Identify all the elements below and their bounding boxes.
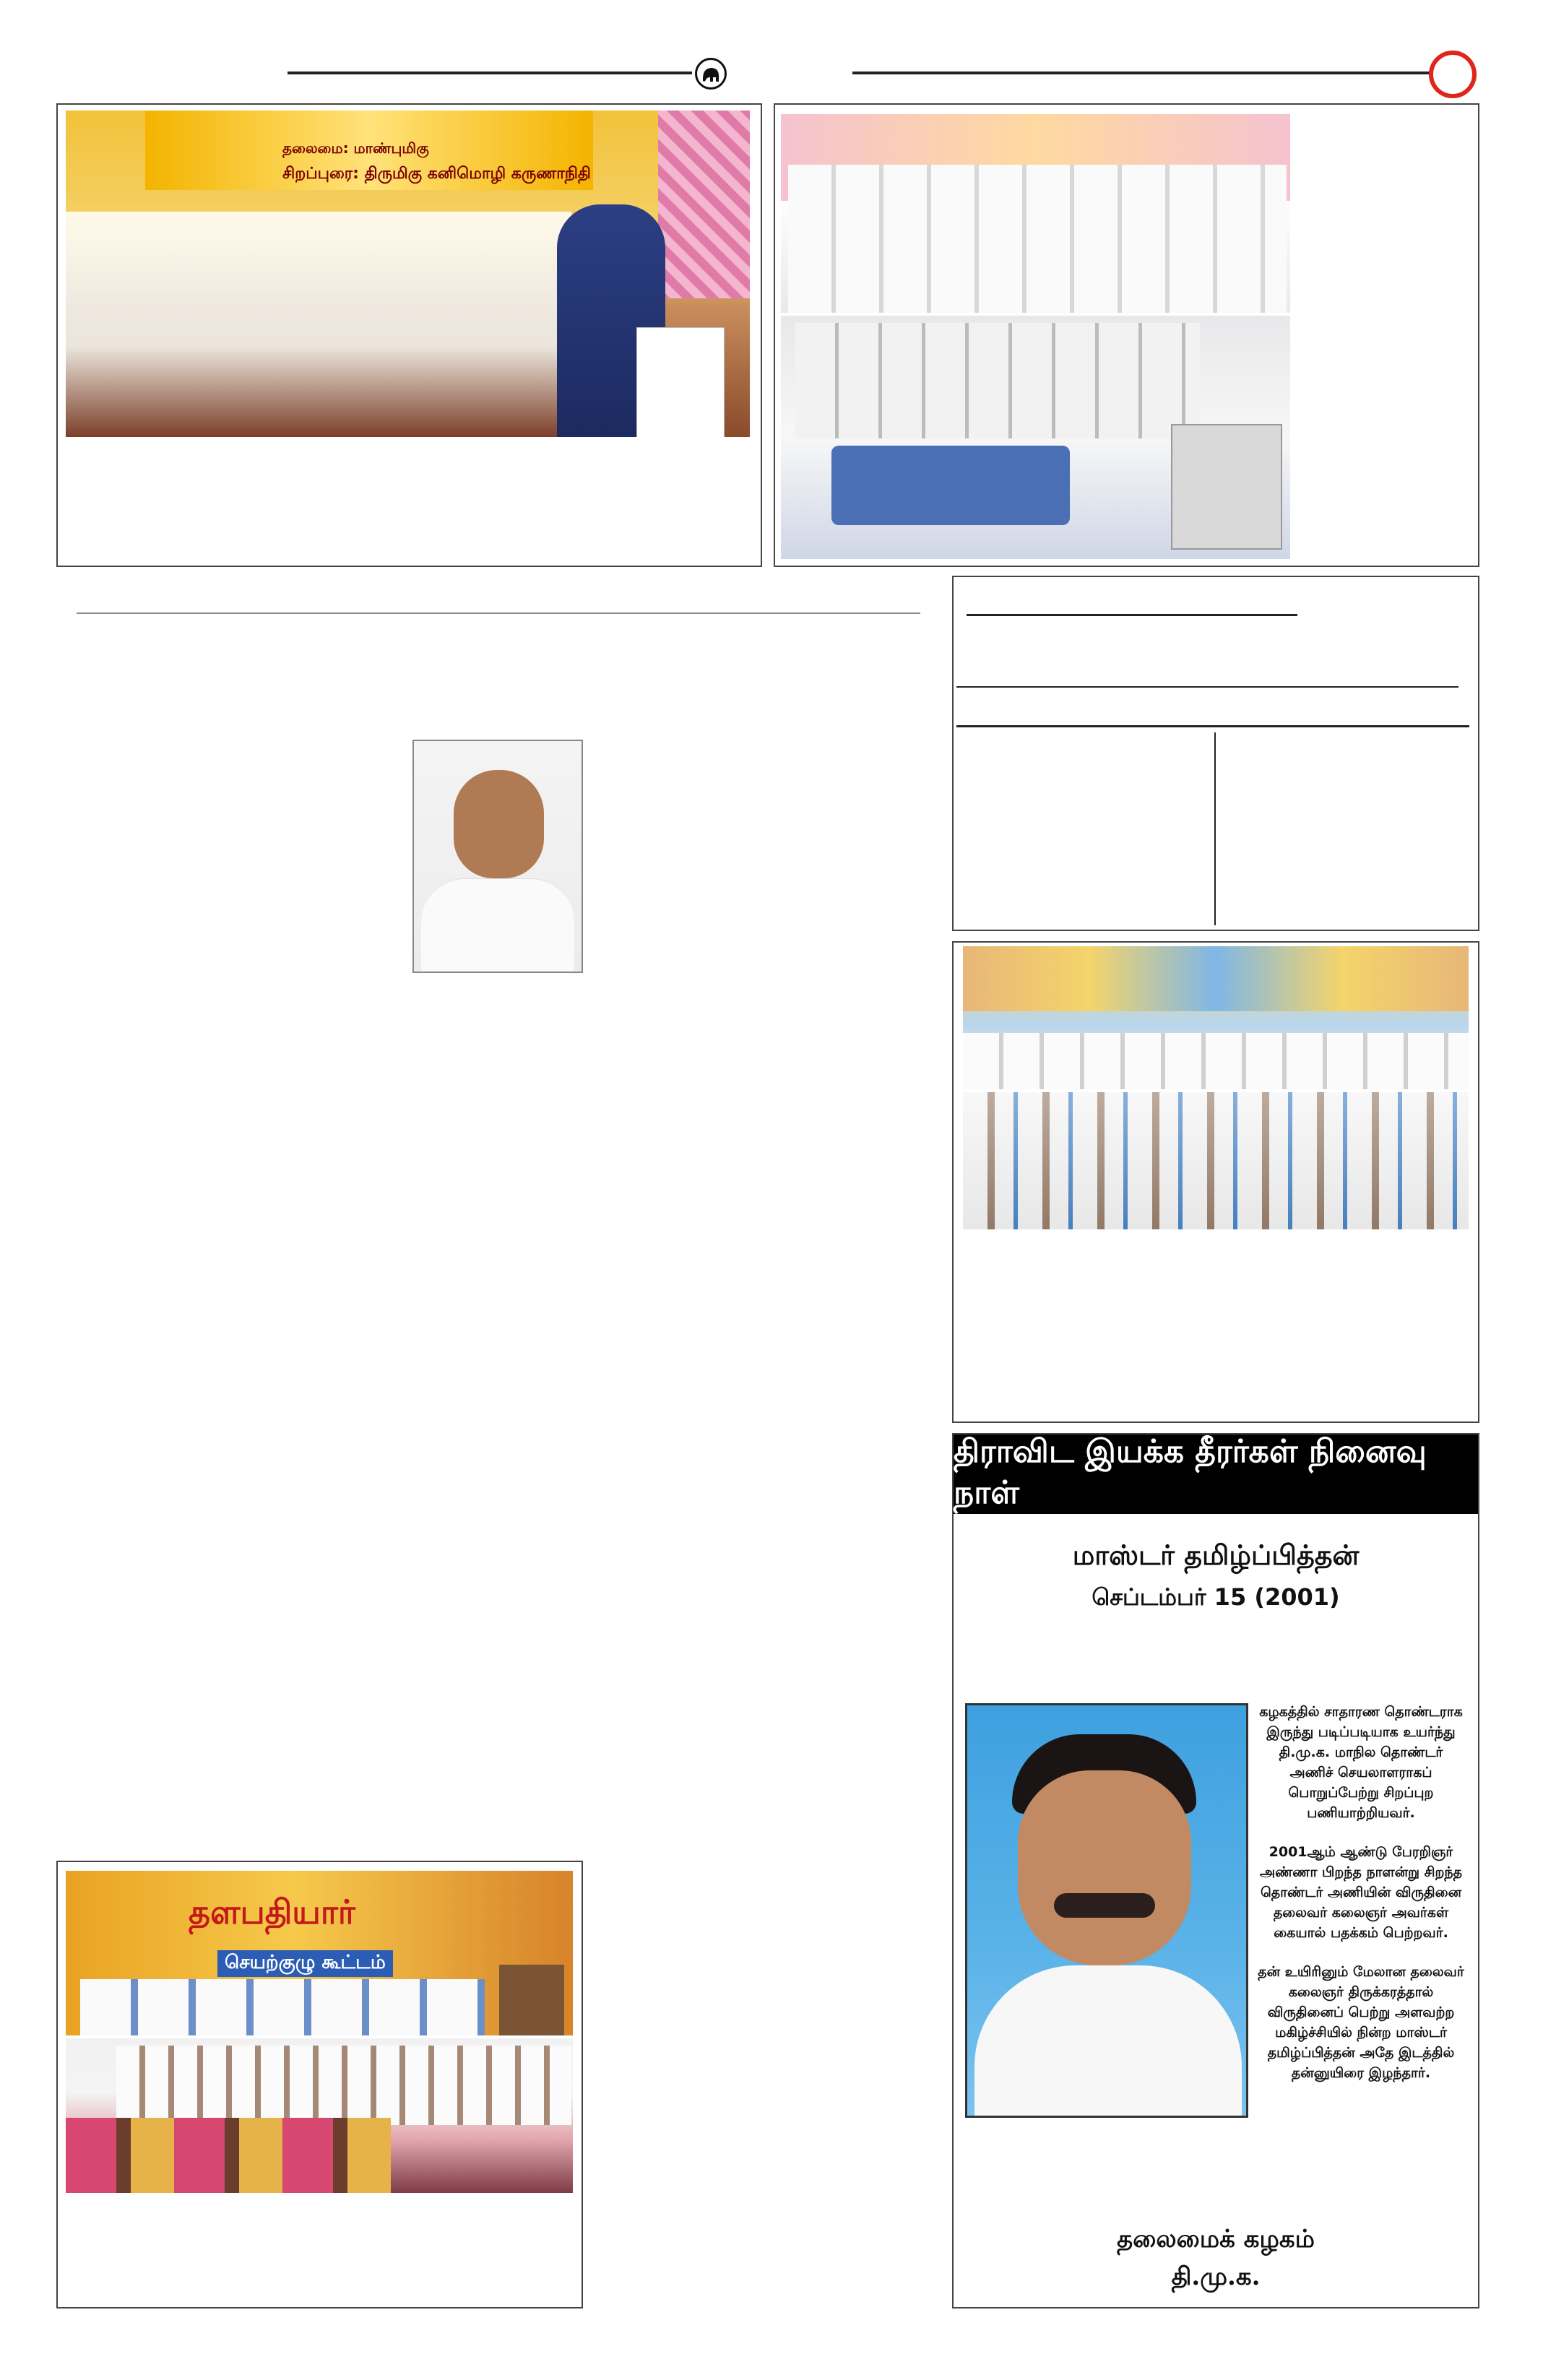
- memorial-bio: [1255, 1702, 1466, 2102]
- memorial-mustache: [1054, 1893, 1155, 1918]
- memorial-footer-line-2: தி.மு.க.: [1171, 2262, 1261, 2291]
- right-middle-audience-photo: [963, 1092, 1469, 1229]
- portrait-face: [454, 770, 544, 878]
- hospital-bed: [831, 446, 1070, 525]
- crowd-back: [795, 323, 1200, 438]
- right-middle-speaker-photo: [963, 946, 1469, 1089]
- memorial-footer-line-1: தலைமைக் கழகம்: [1117, 2225, 1315, 2254]
- podium: [636, 327, 725, 437]
- top-right-group-photo: [781, 114, 1290, 313]
- stage-row: [80, 1979, 485, 2035]
- audience-rows: [116, 2046, 571, 2125]
- bio-paragraph-1: கழகத்தில் சாதாரண தொண்டராக இருந்து படிப்படியாக உயர்ந்து தி.மு.க. மாநில தொண்டர் அணிச் செயலாளராகப் பொறுப்பேற்று சிறப்புற பணியாற்றியவர்.: [1259, 1704, 1463, 1821]
- banner-subtitle: செயற்குழு கூட்டம்: [217, 1950, 393, 1977]
- bio-paragraph-2: 2001ஆம் ஆண்டு பேரறிஞர் அண்ணா பிறந்த நாளன்று சிறந்த தொண்டர் அணியின் விருதினை தலைவர் கலைஞர் அவர்கள் கையால் பதக்கம் பெற்றவர்.: [1259, 1844, 1463, 1941]
- info-rule-2: [956, 686, 1458, 688]
- front-row: [66, 2118, 391, 2193]
- info-divider: [1214, 732, 1216, 925]
- bottom-left-audience-photo: [66, 2038, 573, 2193]
- center-portrait-photo: [412, 740, 583, 973]
- banner-faces: [963, 946, 1469, 1011]
- memorial-shirt: [974, 1965, 1242, 2117]
- bottom-left-stage-photo: [66, 1871, 573, 2035]
- banner-line-2: சிறப்புரை: திருமிகு கனிமொழி கருணாநிதி: [282, 165, 591, 183]
- banner-title: தளபதியார்: [189, 1892, 355, 1931]
- memorial-date: செப்டம்பர் 15 (2001): [1092, 1583, 1340, 1611]
- memorial-portrait-photo: [965, 1703, 1248, 2118]
- pink-curtain: [658, 111, 750, 298]
- top-left-event-photo: [66, 111, 750, 437]
- info-rule-1: [967, 614, 1297, 616]
- lectern: [499, 1965, 564, 2035]
- seated-guests: [66, 212, 571, 437]
- section-rule: [77, 613, 920, 614]
- ultrasound-machine: [1171, 424, 1282, 550]
- banner-line-1: தலைமை: மாண்புமிகு: [282, 139, 429, 157]
- red-circle-icon: [1429, 51, 1477, 98]
- info-rule-3: [956, 725, 1469, 727]
- memorial-face: [1018, 1770, 1191, 1965]
- header-rule-right: [852, 72, 1430, 74]
- top-right-ultrasound-photo: [781, 316, 1290, 559]
- audience-shade: [963, 1092, 1469, 1229]
- elephant-emblem-icon: [695, 58, 727, 90]
- header-rule-left: [288, 72, 692, 74]
- memorial-heading: திராவிட இயக்க தீரர்கள் நினைவு நாள்: [954, 1435, 1478, 1514]
- head-table: [963, 1033, 1469, 1089]
- group-standing: [788, 165, 1287, 313]
- portrait-shirt: [421, 878, 574, 973]
- memorial-name: மாஸ்டர் தமிழ்ப்பித்தன்: [1072, 1539, 1360, 1571]
- bio-paragraph-3: தன் உயிரினும் மேலான தலைவர் கலைஞர் திருக்கரத்தால் விருதினைப் பெற்று அளவற்ற மகிழ்ச்சியில் நின்ற மாஸ்டர் தமிழ்ப்பித்தன் அதே இடத்தில் தன்னுயிரை இழந்தார்.: [1258, 1964, 1464, 2081]
- info-table-box: [952, 576, 1479, 931]
